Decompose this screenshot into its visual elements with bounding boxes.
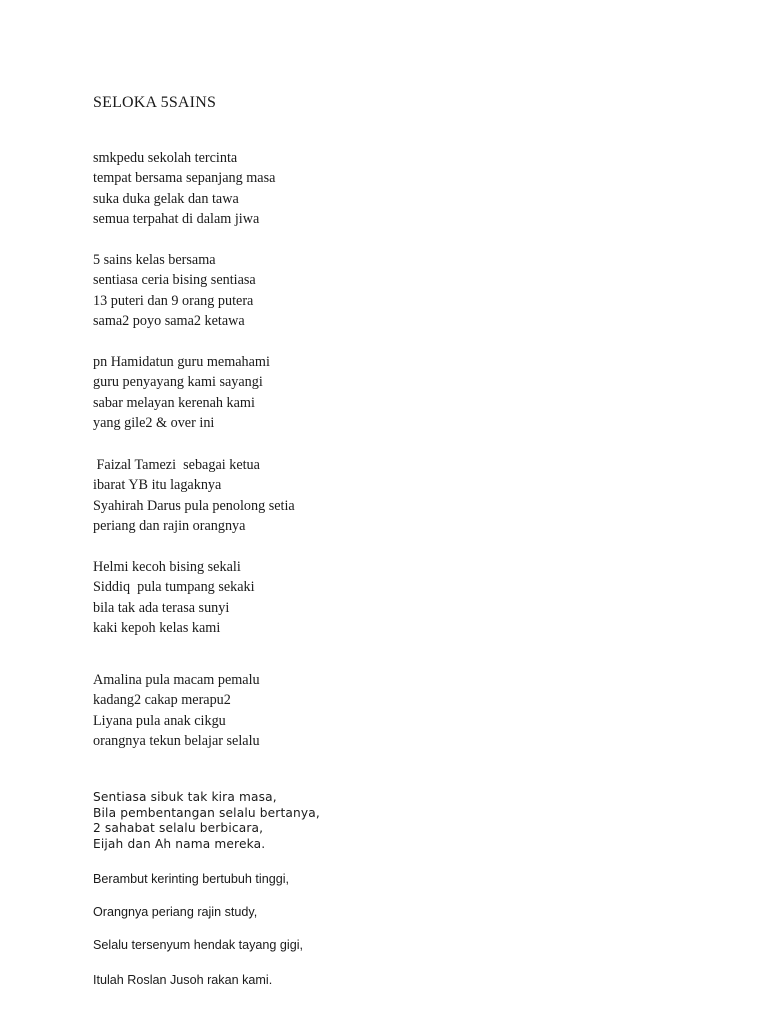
final-line-4: Itulah Roslan Jusoh rakan kami.	[93, 973, 273, 987]
poem-line: Faizal Tamezi sebagai ketua	[93, 457, 260, 473]
document-title: SELOKA 5SAINS	[93, 94, 217, 111]
stanza-2	[93, 250, 256, 332]
stanza-4	[93, 455, 295, 537]
poem-line: Syahirah Darus pula penolong setia	[93, 497, 295, 514]
poem-line: sentiasa ceria bising sentiasa	[93, 272, 256, 289]
stanza-7	[93, 790, 320, 852]
poem-line: sama2 poyo sama2 ketawa	[93, 313, 245, 330]
poem-line: 2 sahabat selalu berbicara,	[93, 821, 264, 836]
stanza-6	[93, 670, 260, 752]
poem-line: smkpedu sekolah tercinta	[93, 150, 238, 166]
poem-line: Helmi kecoh bising sekali	[93, 559, 241, 575]
poem-line: 5 sains kelas bersama	[93, 252, 216, 268]
poem-line: bila tak ada terasa sunyi	[93, 599, 230, 616]
final-line-2: Orangnya periang rajin study,	[93, 905, 258, 919]
poem-line: suka duka gelak dan tawa	[93, 190, 239, 207]
poem-line: kaki kepoh kelas kami	[93, 620, 221, 637]
poem-line: 13 puteri dan 9 orang putera	[93, 292, 254, 309]
poem-line: Sentiasa sibuk tak kira masa,	[93, 790, 277, 804]
stanza-1	[93, 148, 275, 230]
stanza-5	[93, 557, 255, 639]
poem-line: tempat bersama sepanjang masa	[93, 170, 276, 187]
poem-line: semua terpahat di dalam jiwa	[93, 211, 260, 228]
poem-line: Liyana pula anak cikgu	[93, 712, 226, 729]
poem-line: Eijah dan Ah nama mereka.	[93, 836, 266, 851]
final-line-3: Selalu tersenyum hendak tayang gigi,	[93, 938, 304, 952]
poem-line: kadang2 cakap merapu2	[93, 692, 231, 709]
final-line-1: Berambut kerinting bertubuh tinggi,	[93, 872, 290, 886]
poem-line: yang gile2 & over ini	[93, 415, 215, 432]
poem-line: Siddiq pula tumpang sekaki	[93, 579, 255, 596]
poem-line: sabar melayan kerenah kami	[93, 394, 255, 411]
poem-line: pn Hamidatun guru memahami	[93, 354, 270, 370]
poem-line: periang dan rajin orangnya	[93, 518, 246, 535]
poem-line: Bila pembentangan selalu bertanya,	[93, 805, 320, 820]
poem-line: Amalina pula macam pemalu	[93, 672, 260, 688]
poem-line: orangnya tekun belajar selalu	[93, 733, 260, 750]
stanza-3	[93, 352, 270, 434]
poem-line: guru penyayang kami sayangi	[93, 374, 263, 391]
poem-line: ibarat YB itu lagaknya	[93, 477, 222, 494]
